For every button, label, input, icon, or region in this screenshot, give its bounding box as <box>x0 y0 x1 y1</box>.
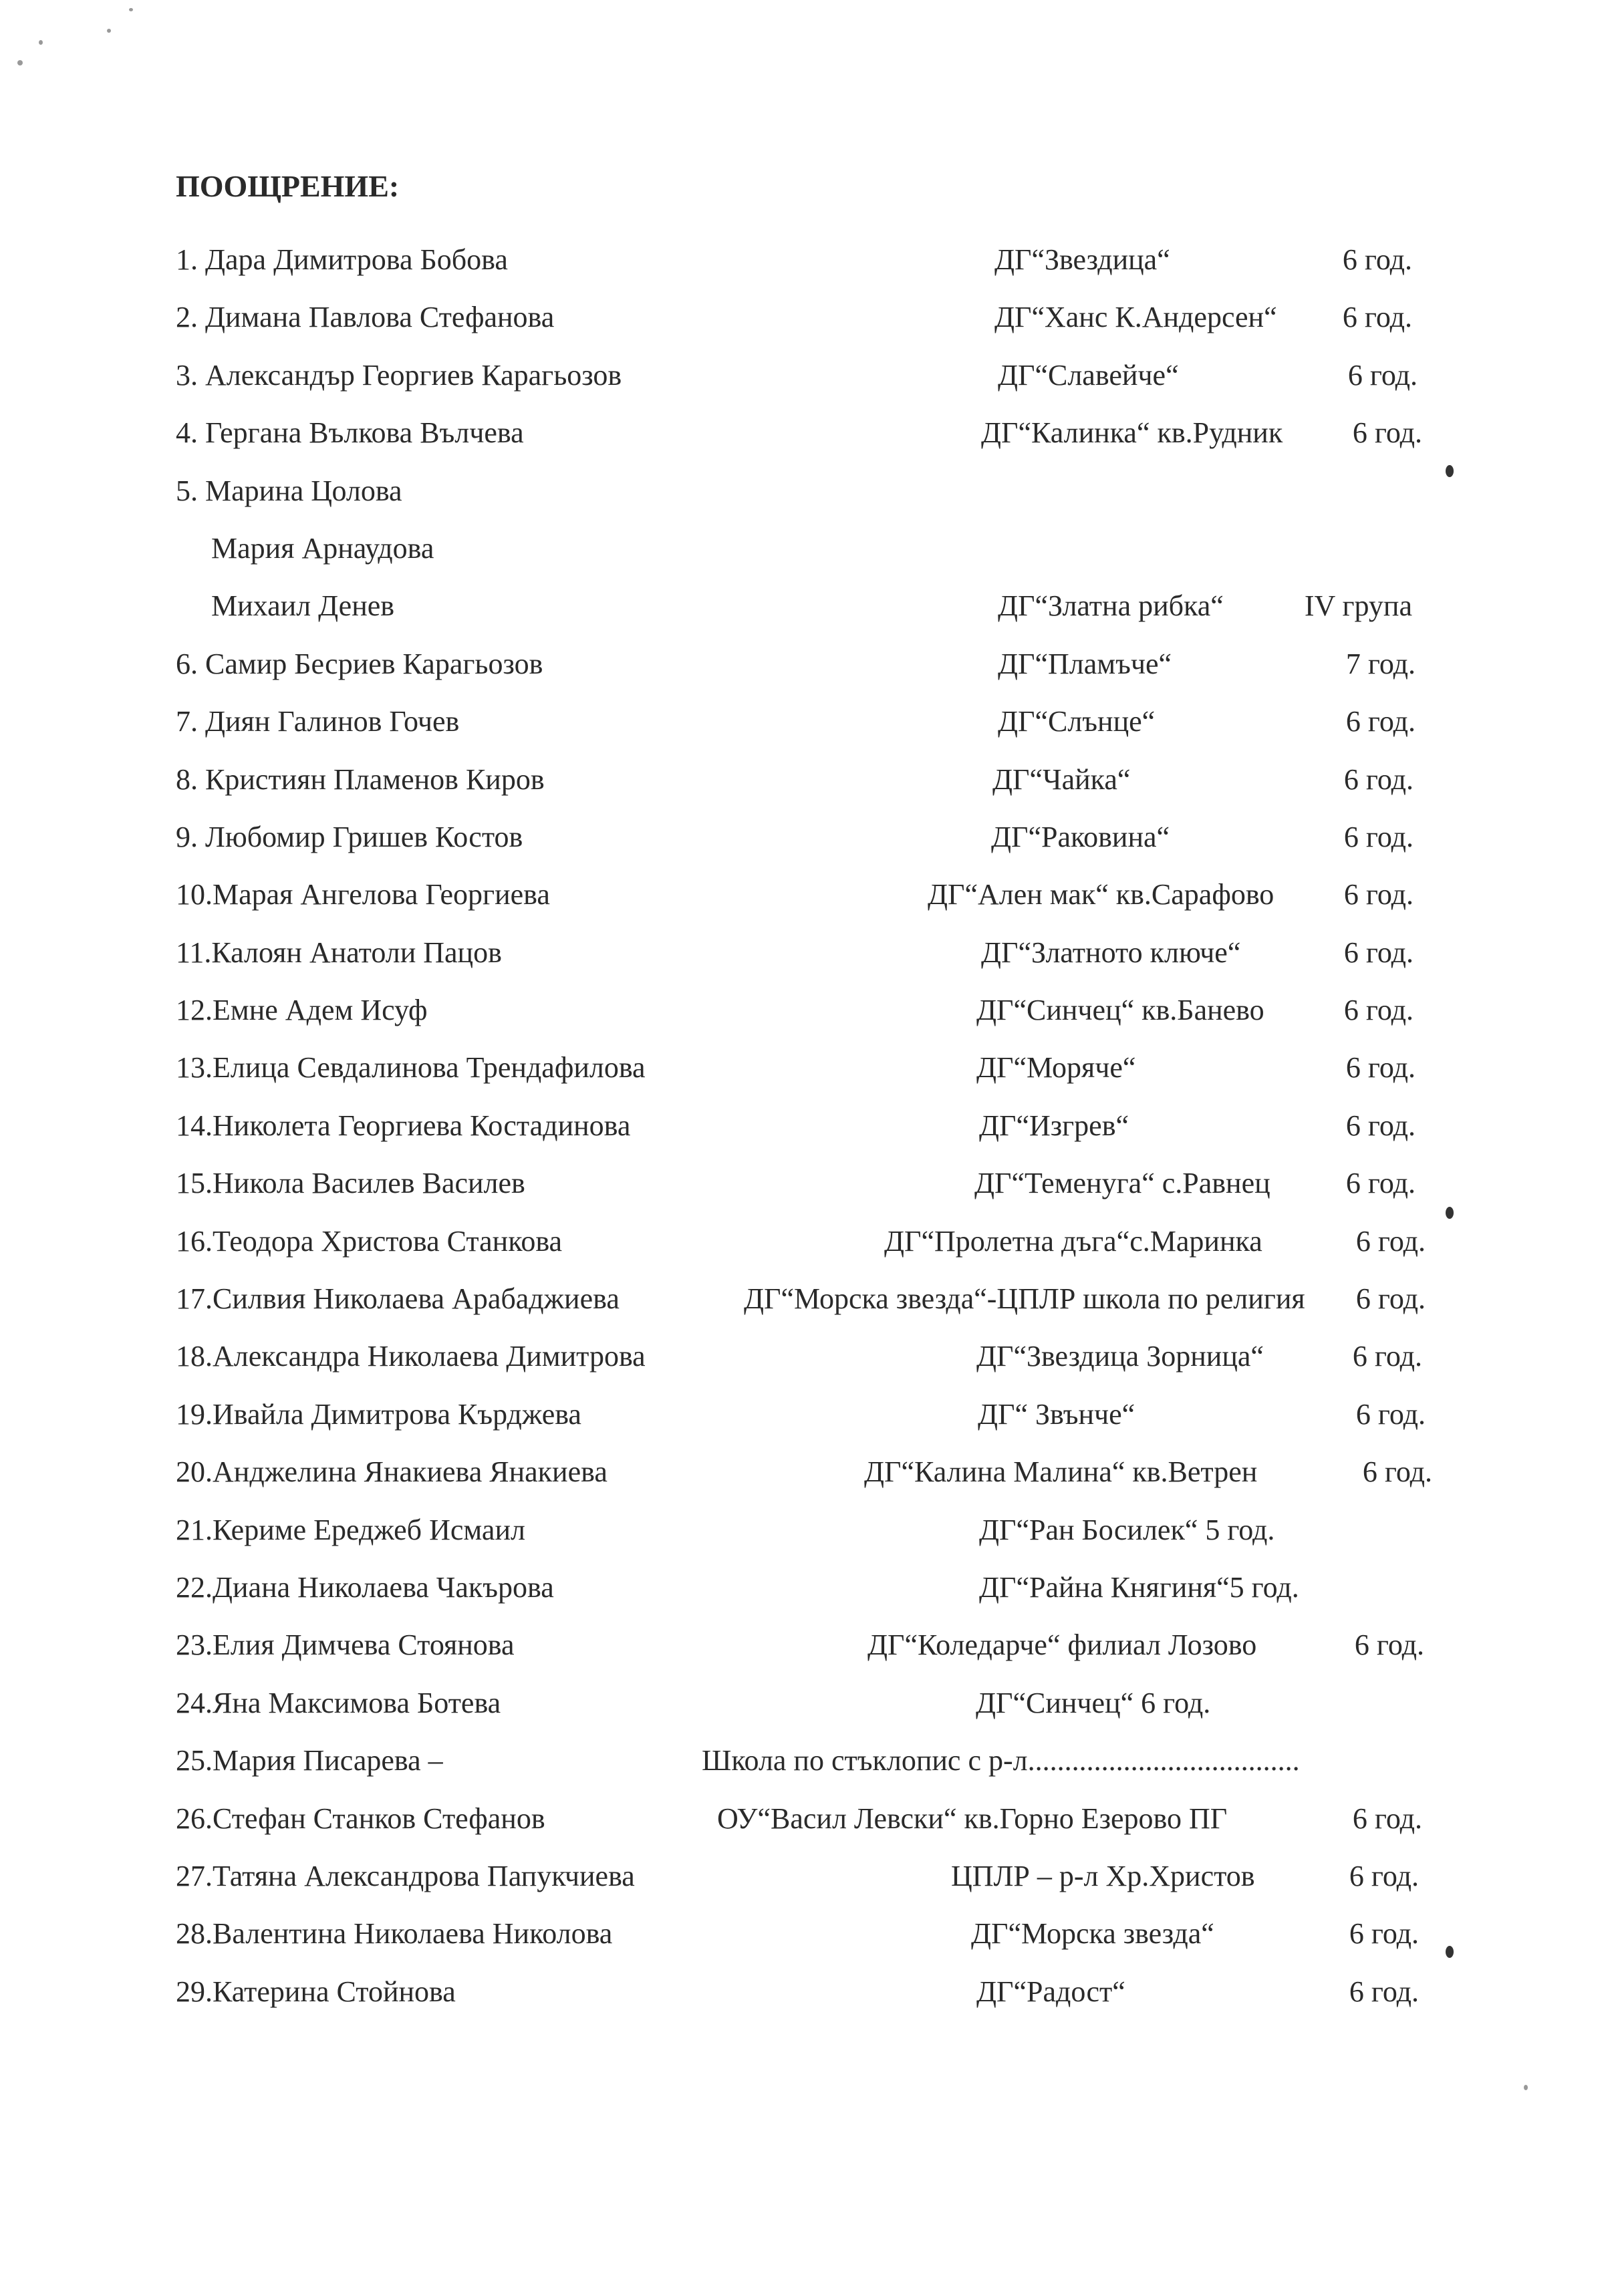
list-item <box>176 1512 1419 1570</box>
entry-institution: ДГ“ Звънче“ <box>978 1397 1135 1431</box>
entry-name: 4. Гергана Вълкова Вълчева <box>176 416 524 450</box>
entry-age: 7 год. <box>1345 647 1416 680</box>
entry-name: Михаил Денев <box>211 589 395 623</box>
entry-age: 6 год. <box>1355 1224 1426 1258</box>
list-item <box>176 819 1419 877</box>
entry-age: 6 год. <box>1352 416 1422 450</box>
scan-speck <box>1446 1946 1454 1958</box>
list-item <box>176 1974 1419 2031</box>
entry-institution: ДГ“Ален мак“ кв.Сарафово <box>928 878 1274 911</box>
entry-institution: ДГ“Синчец“ кв.Банево <box>976 994 1264 1027</box>
list-item <box>176 1397 1426 1454</box>
entry-institution: Школа по стъклопис с р-л..................................... <box>702 1744 1300 1777</box>
list-item <box>176 1165 1419 1223</box>
list-item <box>176 1743 1419 1800</box>
entry-name: 17.Силвия Николаева Арабаджиева <box>176 1282 620 1316</box>
entry-name: 3. Александър Георгиев Карагьозов <box>176 358 622 392</box>
list-item <box>176 1801 1422 1858</box>
list-item <box>176 1858 1419 1916</box>
entry-age: 6 год. <box>1342 301 1412 334</box>
entry-age: 6 год. <box>1345 705 1416 738</box>
entry-age: 6 год. <box>1343 762 1414 796</box>
entry-name: 16.Теодора Христова Станкова <box>176 1224 563 1258</box>
entry-age: 6 год. <box>1343 994 1414 1027</box>
list-item <box>176 473 1419 531</box>
scan-speck <box>107 29 111 33</box>
scan-speck <box>1524 2085 1528 2090</box>
entry-name: 29.Катерина Стойнова <box>176 1975 456 2008</box>
scan-speck <box>1446 465 1454 477</box>
award-list <box>176 242 1432 2031</box>
entry-name: 8. Кристиян Пламенов Киров <box>176 762 545 796</box>
list-item <box>176 1281 1426 1338</box>
list-item <box>176 415 1422 472</box>
entry-name: 27.Татяна Александрова Папукчиева <box>176 1859 635 1892</box>
entry-name: 13.Елица Севдалинова Трендафилова <box>176 1051 646 1085</box>
entry-name: 18.Александра Николаева Димитрова <box>176 1340 646 1373</box>
entry-age: 6 год. <box>1343 820 1414 853</box>
list-item <box>176 1108 1419 1165</box>
list-item <box>176 1224 1426 1281</box>
list-item <box>176 646 1419 704</box>
list-item <box>176 1627 1424 1685</box>
entry-institution: ДГ“Раковина“ <box>991 820 1170 853</box>
list-item <box>176 1050 1419 1107</box>
entry-institution: ДГ“Радост“ <box>976 1975 1125 2008</box>
scan-speck <box>17 60 23 65</box>
entry-institution: ДГ“Моряче“ <box>976 1051 1136 1085</box>
list-item <box>176 935 1419 992</box>
entry-name: 5. Марина Цолова <box>176 474 402 507</box>
entry-age: IV група <box>1304 589 1412 623</box>
list-item <box>176 1454 1432 1512</box>
entry-institution: ДГ“Морска звезда“-ЦПЛР школа по религия <box>744 1282 1305 1316</box>
entry-name: 25.Мария Писарева – <box>176 1744 443 1777</box>
entry-age: 6 год. <box>1342 243 1412 276</box>
entry-name: 6. Самир Бесриев Карагьозов <box>176 647 543 680</box>
entry-institution: ДГ“Коледарче“ филиал Лозово <box>867 1628 1257 1662</box>
entry-name: 11.Калоян Анатоли Пацов <box>176 936 502 969</box>
entry-name: 2. Димана Павлова Стефанова <box>176 301 555 334</box>
entry-name: 14.Николета Георгиева Костадинова <box>176 1109 631 1142</box>
entry-age: 6 год. <box>1355 1397 1426 1431</box>
entry-age: 6 год. <box>1352 1340 1422 1373</box>
entry-age: 6 год. <box>1352 1802 1422 1835</box>
entry-age: 6 год. <box>1349 1975 1419 2008</box>
list-item <box>176 1685 1419 1743</box>
scan-speck <box>129 8 133 11</box>
list-item <box>176 762 1419 819</box>
entry-age: 6 год. <box>1349 1859 1419 1892</box>
entry-name: 28.Валентина Николаева Николова <box>176 1917 613 1951</box>
entry-age: 6 год. <box>1343 936 1414 969</box>
entry-age: 6 год. <box>1345 1051 1416 1085</box>
entry-institution: ДГ“Теменуга“ с.Равнец <box>974 1167 1270 1200</box>
entry-institution: ДГ“Звездица“ <box>994 243 1170 276</box>
entry-institution: ДГ“Калина Малина“ кв.Ветрен <box>864 1455 1258 1489</box>
entry-institution: ЦПЛР – р-л Хр.Христов <box>951 1859 1255 1892</box>
entry-institution: ДГ“Райна Княгиня“5 год. <box>979 1570 1299 1604</box>
entry-institution: ДГ“Синчец“ 6 год. <box>976 1686 1211 1719</box>
entry-institution: ДГ“Славейче“ <box>998 358 1179 392</box>
entry-name: 22.Диана Николаева Чакърова <box>176 1570 554 1604</box>
list-item <box>176 992 1419 1050</box>
entry-name: 1. Дара Димитрова Бобова <box>176 243 508 276</box>
entry-name: 10.Марая Ангелова Георгиева <box>176 878 550 911</box>
entry-age: 6 год. <box>1355 1282 1426 1316</box>
entry-age: 6 год. <box>1349 1917 1419 1951</box>
list-item <box>176 877 1419 934</box>
entry-name: 26.Стефан Станков Стефанов <box>176 1802 545 1835</box>
entry-institution: ДГ“Златна рибка“ <box>998 589 1224 623</box>
entry-institution: ДГ“Изгрев“ <box>979 1109 1129 1142</box>
scan-speck <box>39 40 43 45</box>
entry-name: 23.Елия Димчева Стоянова <box>176 1628 515 1662</box>
entry-age: 6 год. <box>1343 878 1414 911</box>
entry-institution: ДГ“Чайка“ <box>992 762 1131 796</box>
list-item <box>176 704 1419 761</box>
list-item <box>176 588 1419 645</box>
entry-name: 24.Яна Максимова Ботева <box>176 1686 501 1719</box>
entry-name: 15.Никола Василев Василев <box>176 1167 525 1200</box>
document-title: ПООЩРЕНИЕ: <box>176 169 400 203</box>
list-item <box>176 357 1419 415</box>
entry-name: 19.Ивайла Димитрова Кърджева <box>176 1397 581 1431</box>
entry-institution: ДГ“Звездица Зорница“ <box>976 1340 1264 1373</box>
entry-age: 6 год. <box>1345 1167 1416 1200</box>
list-item <box>176 1570 1419 1627</box>
list-item <box>176 242 1419 299</box>
entry-age: 6 год. <box>1345 1109 1416 1142</box>
entry-name: 7. Диян Галинов Гочев <box>176 705 460 738</box>
entry-age: 6 год. <box>1347 358 1418 392</box>
entry-name: 9. Любомир Гришев Костов <box>176 820 523 853</box>
list-item <box>176 299 1419 357</box>
entry-institution: ДГ“Пламъче“ <box>998 647 1172 680</box>
entry-institution: ДГ“Ханс К.Андерсен“ <box>994 301 1277 334</box>
entry-name: Мария Арнаудова <box>211 531 434 565</box>
entry-institution: ДГ“Калинка“ кв.Рудник <box>981 416 1283 450</box>
entry-institution: ОУ“Васил Левски“ кв.Горно Езерово ПГ <box>717 1802 1228 1835</box>
entry-age: 6 год. <box>1362 1455 1432 1489</box>
entry-name: 20.Анджелина Янакиева Янакиева <box>176 1455 608 1489</box>
entry-institution: ДГ“Морска звезда“ <box>971 1917 1214 1951</box>
entry-name: 12.Емне Адем Исуф <box>176 994 428 1027</box>
entry-institution: ДГ“Слънце“ <box>998 705 1156 738</box>
list-item <box>176 1338 1422 1396</box>
entry-institution: ДГ“Ран Босилек“ 5 год. <box>979 1513 1275 1546</box>
scan-speck <box>1446 1207 1454 1219</box>
list-item <box>176 531 1419 588</box>
entry-name: 21.Кериме Ереджеб Исмаил <box>176 1513 525 1546</box>
list-item <box>176 1916 1419 1973</box>
entry-age: 6 год. <box>1354 1628 1424 1662</box>
entry-institution: ДГ“Златното ключе“ <box>981 936 1241 969</box>
entry-institution: ДГ“Пролетна дъга“с.Маринка <box>884 1224 1262 1258</box>
